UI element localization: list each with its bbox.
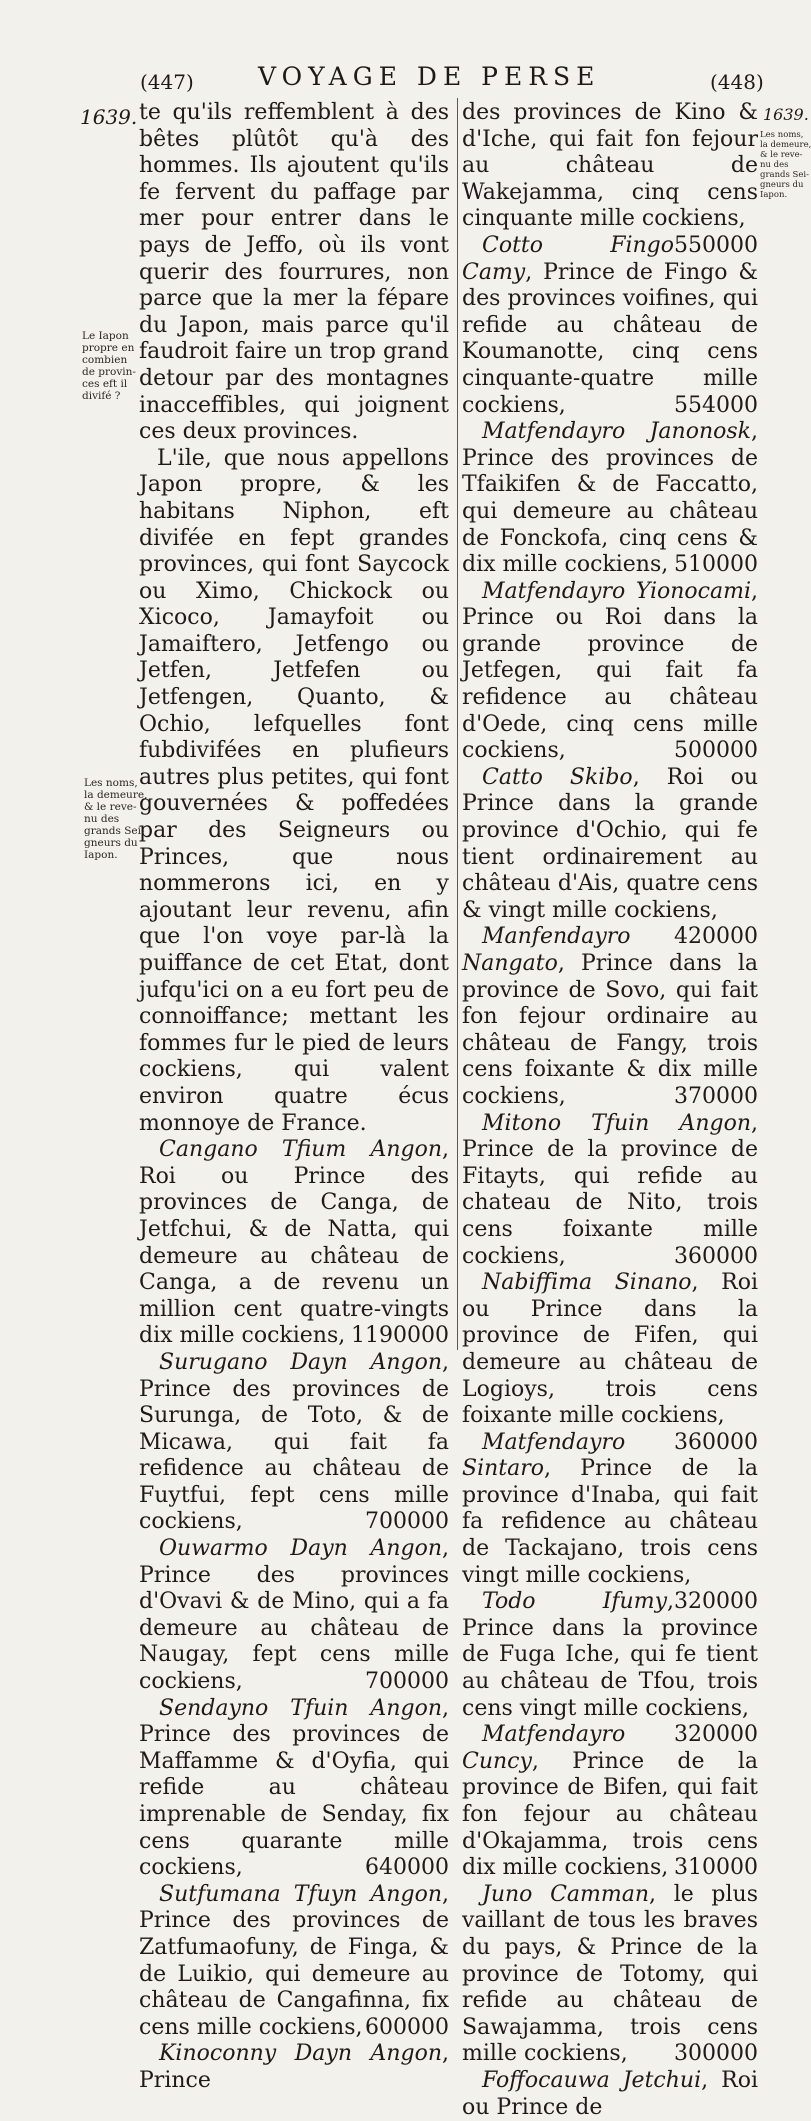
revenue-amount: 700000	[365, 1509, 449, 1535]
revenue-entry	[462, 419, 758, 579]
revenue-entry	[462, 579, 758, 765]
right-page-number: (448)	[710, 70, 764, 94]
entry-text: , Prince dans la province de Fuga Iche, qui fe tient au château de Tfou, trois cens vingt mille cockiens,	[462, 1589, 758, 1721]
revenue-amount: 550000	[674, 232, 758, 258]
entry-text: , Prince ou Roi dans la grande province de Jetfegen, qui fait fa refidence au château d'Oede, cinq cens mille cockiens,	[462, 578, 758, 764]
revenue-amount: 554000	[674, 392, 758, 418]
entry-text: , Prince	[139, 2041, 449, 2093]
lord-name: Sendayno Tfuin Angon	[159, 1695, 442, 1721]
entries-left	[139, 1137, 449, 2094]
revenue-amount: 360000	[674, 1243, 758, 1269]
lord-name: Matfendayro Janonosk	[482, 419, 751, 445]
revenue-amount: 500000	[674, 738, 758, 764]
entry-text: , Prince de la province de Bifen, qui fait fon fejour au château d'Okajamma, trois cens dix mille cockiens,	[462, 1748, 758, 1881]
year-right: 1639.	[763, 105, 809, 124]
running-title: VOYAGE DE PERSE	[258, 62, 601, 91]
margin-note-left-top: Le Iapon propre en combien de provin- ces eft il divifé ?	[82, 330, 136, 402]
column-divider	[457, 98, 458, 1350]
entry-text: , Prince des provinces de Zatfumaofuny, de Finga, & de Luikio, qui demeure au château de Cangafinna, fix cens mille cockiens,	[139, 1881, 449, 2040]
revenue-entry	[139, 1882, 449, 2042]
revenue-entry	[139, 1350, 449, 1536]
lord-name: Juno Camman	[482, 1881, 650, 1907]
entry-text: , le plus vaillant de tous les braves du pays, & Prince de la province de Totomy, qui refide au château de Sawajamma, trois cens mille cockiens,	[462, 1881, 758, 2067]
entry-text: , Prince de la province de Fitayts, qui refide au chateau de Nito, trois cens foixante mille cockiens,	[462, 1110, 758, 1269]
entry-text: , Prince dans la province de Sovo, qui fait fon fejour ordinaire au château de Fangy, trois cens foixante & dix mille cockiens,	[462, 951, 758, 1109]
entry-text: , Prince de Fingo & des provinces voifines, qui refide au château de Koumanotte, cinq cens cinquante-quatre mille cockiens,	[462, 259, 758, 418]
lord-name: Ouwarmo Dayn Angon	[159, 1536, 442, 1562]
lord-name: Sutfumana Tfuyn Angon	[159, 1881, 442, 1907]
left-page-number: (447)	[140, 70, 194, 94]
body-paragraph: L'ile, que nous appellons Japon propre, & les habitans Niphon, eft divifée en fept grandes provinces, qui font Saycock ou Ximo, Chickock ou Xicoco, Jamayfoit ou Jamaiftero, Jetfengo ou Jetfen, Jetfefen ou Jetfengen, Quanto, & Ochio, lefquelles font fubdivifées en plufieurs autres plus petites, qui font gouvernées & poffedées par des Seigneurs ou Princes, que nous nommerons ici, en y ajoutant leur revenu, afin que l'on voye par-là la puiffance de cet Etat, dont jufqu'ici on a eu fort peu de connoiffance; mettant les fommes fur le pied de leurs cockiens, qui valent environ quatre écus monnoye de France.	[139, 445, 449, 1136]
lord-name: Mitono Tfuin Angon	[482, 1110, 751, 1136]
lord-name: Catto Skibo	[482, 764, 633, 790]
lord-name: Matfendayro Yionocami	[482, 578, 751, 604]
revenue-amount: 310000	[674, 1855, 758, 1881]
revenue-amount: 600000	[365, 2014, 449, 2040]
entry-text: , Prince des provinces de Surunga, de Toto, & de Micawa, qui fait fa refidence au château de Fuytfui, fept cens mille cockiens,	[139, 1349, 449, 1535]
revenue-entry	[139, 1696, 449, 1882]
revenue-amount: 1190000	[351, 1323, 449, 1349]
entry-text: , Prince des provinces de Maffamme & d'Oyfia, qui refide au château imprenable de Senday, fix cens quarante mille cockiens,	[139, 1695, 449, 1881]
revenue-amount: 320000	[674, 1722, 758, 1748]
year-left: 1639.	[80, 105, 138, 129]
revenue-entry	[139, 1137, 449, 1350]
entry-text: , Roi ou Prince des provinces de Canga, de Jetfchui, & de Natta, qui demeure au château de Canga, a de revenu un million cent quatre-vingts dix mille cockiens,	[139, 1137, 449, 1349]
lord-name: Matfendayro Cuncy	[462, 1722, 626, 1774]
right-column	[462, 100, 758, 2121]
revenue-amount: 370000	[674, 1083, 758, 1109]
revenue-amount: 420000	[674, 924, 758, 950]
revenue-amount: 320000	[674, 1589, 758, 1615]
entry-text: , Roi ou Prince de	[462, 2067, 758, 2120]
revenue-amount: 360000	[674, 1429, 758, 1455]
entry-text: , Roi ou Prince dans la province de Fifen, qui demeure au château de Logioys, trois cens foixante mille cockiens,	[462, 1270, 758, 1429]
lord-name: Todo Ifumy	[482, 1589, 668, 1615]
entry-text: , Roi ou Prince dans la grande province d'Ochio, qui fe tient ordinairement au château d'Ais, quatre cens & vingt mille cockiens,	[462, 764, 758, 923]
lord-name: Manfendayro Nangato	[462, 924, 631, 976]
margin-note-right-top: Les noms, la demeure, & le reve- nu des grands Sei- gneurs du Iapon.	[760, 130, 811, 200]
lord-name: Kinoconny Dayn Angon	[159, 2041, 442, 2067]
revenue-entry	[462, 100, 758, 258]
entry-text: des provinces de Kino & d'Iche, qui fait fon fejour au château de Wakejamma, cinq cens cinquante mille cockiens,	[462, 100, 758, 232]
entries-right	[462, 100, 758, 2121]
revenue-entry	[462, 1111, 758, 1271]
revenue-entry	[462, 924, 758, 1110]
revenue-amount: 510000	[674, 552, 758, 578]
lord-name: Nabiffima Sinano	[482, 1270, 692, 1296]
revenue-amount: 640000	[365, 1855, 449, 1881]
lord-name: Foffocauwa Jetchui	[482, 2067, 702, 2093]
intro-paragraph: te qu'ils reffemblent à des bêtes plûtôt qu'à des hommes. Ils ajoutent qu'ils fe fervent du paffage par mer pour entrer dans le pays de Jeffo, où ils vont querir des fourrures, non parce que la mer la fépare du Japon, mais parce qu'il faudroit faire un trop grand detour par des montagnes inacceffibles, qui joignent ces deux provinces.	[139, 100, 449, 445]
revenue-entry	[139, 2041, 449, 2094]
revenue-entry	[462, 233, 758, 419]
lord-name: Cangano Tfium Angon	[159, 1137, 442, 1163]
entry-text: , Prince des provinces d'Ovavi & de Mino, qui a fa demeure au château de Naugay, fept cens mille cockiens,	[139, 1536, 449, 1695]
revenue-amount: 300000	[674, 2041, 758, 2067]
lord-name: Matfendayro Sintaro	[462, 1429, 626, 1482]
revenue-entry	[462, 2068, 758, 2121]
lord-name: Surugano Dayn Angon	[159, 1349, 442, 1375]
margin-note-left-bottom: Les noms, la demeure, & le reve- nu des grands Sei- gneurs du Iapon.	[84, 777, 148, 861]
left-column	[139, 100, 449, 2095]
revenue-entry	[139, 1536, 449, 1696]
revenue-entry	[462, 1882, 758, 2068]
revenue-entry	[462, 1270, 758, 1455]
revenue-amount: 700000	[365, 1669, 449, 1695]
lord-name: Cotto Fingo Camy	[462, 232, 675, 285]
entry-text: , Prince des provinces de Tfaikifen & de Faccatto, qui demeure au château de Fonckofa, cinq cens & dix mille cockiens,	[462, 419, 758, 578]
entry-text: , Prince de la province d'Inaba, qui fait fa refidence au château de Tackajano, trois cens vingt mille cockiens,	[462, 1456, 758, 1588]
